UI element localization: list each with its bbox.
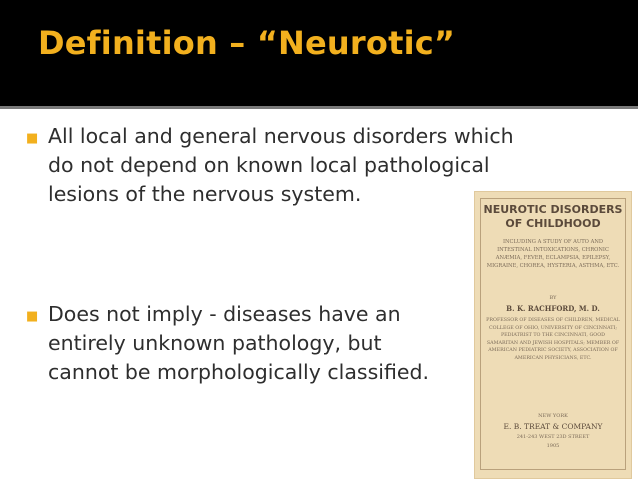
book-publisher-address: 241-243 WEST 23D STREET bbox=[516, 434, 590, 440]
book-subtitle: INCLUDING A STUDY OF AUTO AND INTESTINAL INTOXICATIONS, CHRONIC ANÆMIA, FEVER, ECLAMPSIA, EPILEPSY, MIGRAINE, CHOREA, HYSTERIA, ASTHMA, ETC. bbox=[486, 239, 620, 269]
book-by: BY bbox=[549, 295, 557, 301]
book-publisher: E. B. TREAT & COMPANY bbox=[503, 422, 603, 431]
bullet-line: All local and general nervous disorders which bbox=[48, 124, 514, 148]
square-bullet-icon: ■ bbox=[26, 131, 39, 146]
bullet-line: do not depend on known local pathological bbox=[48, 153, 490, 177]
slide-title: Definition – “Neurotic” bbox=[38, 24, 456, 62]
book-cover-image bbox=[474, 191, 632, 479]
title-band bbox=[0, 0, 638, 109]
bullet-line: entirely unknown pathology, but bbox=[48, 331, 382, 355]
book-publisher-place: NEW YORK bbox=[538, 413, 568, 419]
book-author: B. K. RACHFORD, M. D. bbox=[506, 304, 600, 313]
book-title-line1: NEUROTIC DISORDERS bbox=[483, 203, 623, 216]
book-title-line2: OF CHILDHOOD bbox=[505, 217, 601, 230]
bullet-line: lesions of the nervous system. bbox=[48, 182, 362, 206]
book-author-credentials: PROFESSOR OF DISEASES OF CHILDREN, MEDICAL COLLEGE OF OHIO, UNIVERSITY OF CINCINNATI; PEDIATRIST TO THE CINCINNATI, GOOD SAMARITAN AND JEWISH HOSPITALS; MEMBER OF AMERICAN PEDIATRIC SOCIETY, ASSOCIATION OF AMERICAN PHYSICIANS, ETC. bbox=[486, 318, 620, 361]
bullet-line: cannot be morphologically classified. bbox=[48, 360, 430, 384]
bullet-line: Does not imply - diseases have an bbox=[48, 302, 401, 326]
book-year: 1905 bbox=[546, 443, 560, 449]
square-bullet-icon: ■ bbox=[26, 309, 39, 324]
